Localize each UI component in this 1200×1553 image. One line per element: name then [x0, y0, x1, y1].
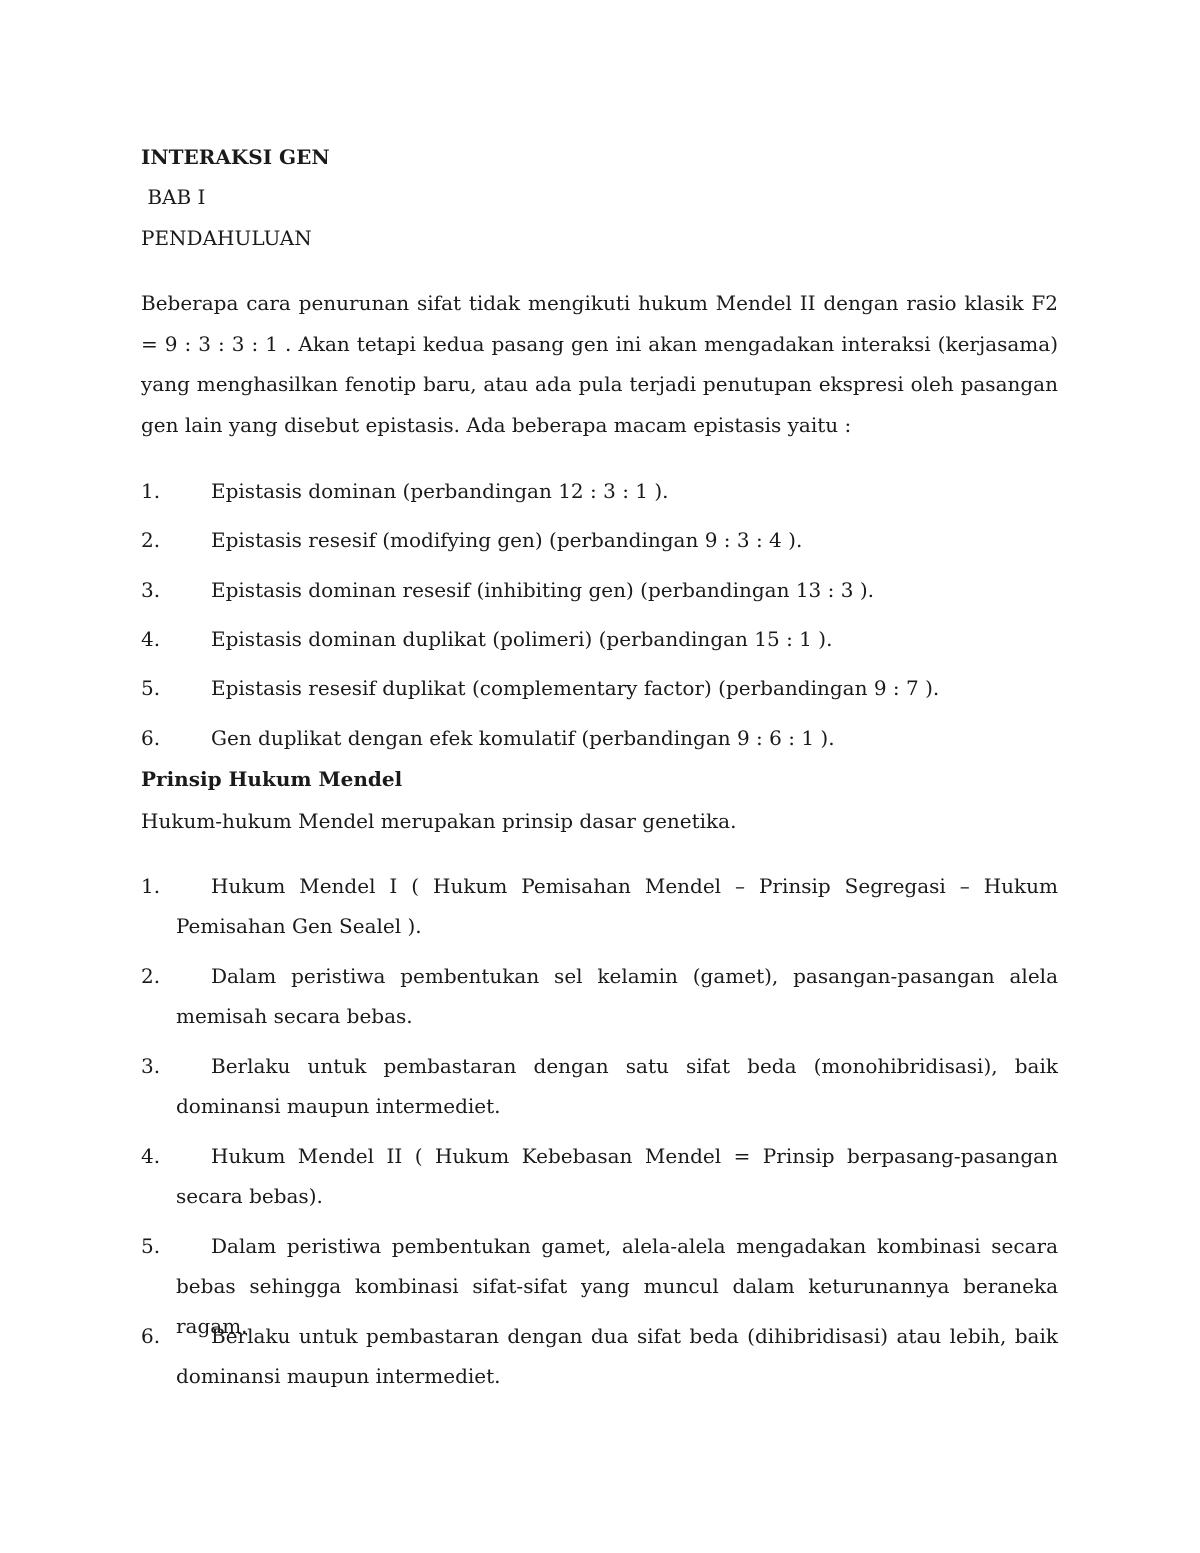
list-text: Epistasis dominan (perbandingan 12 : 3 : 1 ).	[211, 479, 669, 503]
list-item	[141, 619, 1058, 659]
list-text: Berlaku untuk pembastaran dengan dua sifat beda (dihibridisasi) atau lebih, baik dominansi maupun intermediet.	[176, 1324, 1058, 1388]
list-number: 5.	[141, 676, 161, 700]
list-text: Epistasis resesif (modifying gen) (perbandingan 9 : 3 : 4 ).	[211, 528, 803, 552]
list-number: 4.	[141, 1144, 161, 1168]
section-label: PENDAHULUAN	[141, 226, 312, 250]
list-item	[141, 668, 1058, 708]
list-item	[141, 718, 1058, 758]
list-item	[141, 1136, 1058, 1216]
list-item	[141, 471, 1058, 511]
list-number: 3.	[141, 578, 161, 602]
list-item	[141, 1316, 1058, 1396]
list-number: 2.	[141, 964, 161, 988]
list-item	[141, 956, 1058, 1036]
chapter-label: BAB I	[141, 185, 206, 209]
list-number: 6.	[141, 1324, 161, 1348]
list-text: Hukum Mendel I ( Hukum Pemisahan Mendel – Prinsip Segregasi – Hukum Pemisahan Gen Sealel ).	[176, 874, 1058, 938]
document-title: INTERAKSI GEN	[141, 145, 330, 169]
list-text: Gen duplikat dengan efek komulatif (perbandingan 9 : 6 : 1 ).	[211, 726, 835, 750]
list-text: Epistasis dominan resesif (inhibiting gen) (perbandingan 13 : 3 ).	[211, 578, 874, 602]
list-item	[141, 520, 1058, 560]
list-item	[141, 1046, 1058, 1126]
list-number: 2.	[141, 528, 161, 552]
section-heading: Prinsip Hukum Mendel	[141, 767, 403, 791]
list-text: Berlaku untuk pembastaran dengan satu sifat beda (monohibridisasi), baik dominansi maupun intermediet.	[176, 1054, 1058, 1118]
list-item	[141, 570, 1058, 610]
list-text: Epistasis dominan duplikat (polimeri) (perbandingan 15 : 1 ).	[211, 627, 833, 651]
list-item	[141, 866, 1058, 946]
list-number: 5.	[141, 1234, 161, 1258]
list-number: 4.	[141, 627, 161, 651]
section-intro: Hukum-hukum Mendel merupakan prinsip dasar genetika.	[141, 809, 737, 833]
list-text: Hukum Mendel II ( Hukum Kebebasan Mendel = Prinsip berpasang-pasangan secara bebas).	[176, 1144, 1058, 1208]
list-number: 3.	[141, 1054, 161, 1078]
list-text: Epistasis resesif duplikat (complementary factor) (perbandingan 9 : 7 ).	[211, 676, 940, 700]
list-number: 6.	[141, 726, 161, 750]
intro-paragraph: Beberapa cara penurunan sifat tidak mengikuti hukum Mendel II dengan rasio klasik F2 = 9 : 3 : 3 : 1 . Akan tetapi kedua pasang gen ini akan mengadakan interaksi (kerjasama) yang menghasilkan fenotip baru, atau ada pula terjadi penutupan ekspresi oleh pasangan gen lain yang disebut epistasis. Ada beberapa macam epistasis yaitu :	[141, 291, 1058, 437]
list-number: 1.	[141, 874, 161, 898]
list-text: Dalam peristiwa pembentukan gamet, alela-alela mengadakan kombinasi secara bebas sehingga kombinasi sifat-sifat yang muncul dalam keturunannya beraneka ragam.	[176, 1234, 1058, 1338]
list-number: 1.	[141, 479, 161, 503]
list-text: Dalam peristiwa pembentukan sel kelamin (gamet), pasangan-pasangan alela memisah secara bebas.	[176, 964, 1058, 1028]
